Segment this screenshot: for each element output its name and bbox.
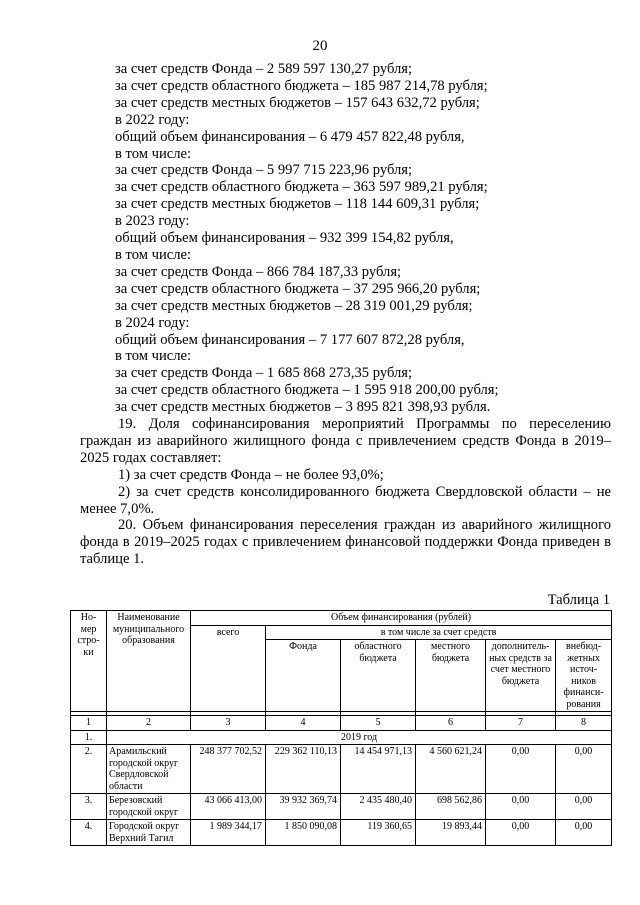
cell-regional: 14 454 971,13 [341, 745, 416, 794]
header-fund: Фонда [266, 640, 341, 712]
text-line: за счет средств областного бюджета – 185 987 214,78 рубля; [115, 77, 488, 94]
text-line: общий объем финансирования – 7 177 607 872,28 рубля, [115, 331, 465, 348]
cell-fund: 1 850 090,08 [266, 820, 341, 846]
text-line: в том числе: [115, 145, 192, 162]
text-line: за счет средств местных бюджетов – 118 144 609,31 рубля; [115, 196, 480, 213]
cell-additional: 0,00 [486, 820, 556, 846]
text-line: за счет средств Фонда – 5 997 715 223,96 рубля; [115, 162, 413, 179]
paragraph-item-2: 2) за счет средств консолидированного бюджета Свердловской области – не менее 7,0%. [80, 483, 611, 517]
column-number: 4 [266, 716, 341, 731]
cell-fund: 39 932 369,74 [266, 794, 341, 820]
table-row [71, 820, 612, 846]
cell-total: 43 066 413,00 [191, 794, 266, 820]
header-regional-budget: областного бюджета [341, 640, 416, 712]
cell-local: 698 562,86 [416, 794, 486, 820]
column-number: 2 [107, 716, 191, 731]
column-number-row [71, 716, 612, 731]
text-line: в том числе: [115, 246, 192, 263]
text-line: за счет средств областного бюджета – 37 295 966,20 рубля; [115, 280, 481, 297]
text-line: общий объем финансирования – 932 399 154,82 рубля, [115, 230, 454, 247]
cell-regional: 119 360,65 [341, 820, 416, 846]
header-extrabudgetary: внебюд-жетных источ-ников финанси-рования [556, 640, 612, 712]
cell-row-number: 3. [71, 794, 107, 820]
header-including: в том числе за счет средств [266, 625, 612, 640]
cell-municipality: Городской округ Верхний Тагил [107, 820, 191, 846]
text-line: за счет средств местных бюджетов – 157 643 632,72 рубля; [115, 94, 480, 111]
cell-extra: 0,00 [556, 820, 612, 846]
column-number: 3 [191, 716, 266, 731]
cell-extra: 0,00 [556, 745, 612, 794]
paragraph-19: 19. Доля софинансирования мероприятий Программы по переселению граждан из аварийного жилищного фонда с привлечением средств Фонда в 2019–2025 годах составляет: [80, 416, 611, 466]
column-number: 6 [416, 716, 486, 731]
header-local-budget: местного бюджета [416, 640, 486, 712]
page-number: 20 [312, 38, 328, 54]
table-header-row [71, 611, 612, 626]
section-number: 1. [71, 730, 107, 745]
table-row [71, 745, 612, 794]
table-caption: Таблица 1 [547, 592, 610, 608]
text-line: в 2023 году: [115, 213, 190, 230]
cell-municipality: Арамильский городской округ Свердловской области [107, 745, 191, 794]
header-additional-funds: дополнитель-ных средств за счет местного бюджета [486, 640, 556, 712]
cell-row-number: 2. [71, 745, 107, 794]
text-line: за счет средств Фонда – 2 589 597 130,27 рубля; [115, 61, 413, 77]
column-number: 7 [486, 716, 556, 731]
cell-local: 4 560 621,24 [416, 745, 486, 794]
cell-row-number: 4. [71, 820, 107, 846]
text-line: за счет средств местных бюджетов – 3 895 821 398,93 рубля. [115, 399, 491, 416]
cell-municipality: Березовский городской округ [107, 794, 191, 820]
text-line: в том числе: [115, 348, 192, 365]
paragraph-item-1: 1) за счет средств Фонда – не более 93,0%; [118, 466, 384, 483]
column-number: 1 [71, 716, 107, 731]
cell-extra: 0,00 [556, 794, 612, 820]
text-line: за счет средств Фонда – 866 784 187,33 рубля; [115, 263, 402, 280]
header-municipality: Наименование муниципального образования [107, 611, 191, 712]
header-row-number: Но-мер стро-ки [71, 611, 107, 712]
text-line: в 2022 году: [115, 111, 190, 128]
paragraph-20: 20. Объем финансирования переселения граждан из аварийного жилищного фонда в 2019–2025 годах с привлечением финансовой поддержки Фонда приведен в таблице 1. [80, 517, 611, 568]
column-number: 8 [556, 716, 612, 731]
table-row [71, 794, 612, 820]
text-line: за счет средств местных бюджетов – 28 319 001,29 рубля; [115, 297, 473, 314]
text-line: за счет средств Фонда – 1 685 868 273,35 рубля; [115, 365, 413, 382]
cell-total: 1 989 344,17 [191, 820, 266, 846]
text-line: за счет средств областного бюджета – 1 595 918 200,00 рубля; [115, 382, 499, 399]
cell-local: 19 893,44 [416, 820, 486, 846]
cell-additional: 0,00 [486, 794, 556, 820]
financing-table [70, 610, 612, 846]
cell-regional: 2 435 480,40 [341, 794, 416, 820]
document-body [80, 61, 611, 568]
header-financing-volume: Объем финансирования (рублей) [191, 611, 612, 626]
cell-total: 248 377 702,52 [191, 745, 266, 794]
column-number: 5 [341, 716, 416, 731]
section-row [71, 730, 612, 745]
text-line: в 2024 году: [115, 314, 190, 331]
section-label: 2019 год [107, 730, 612, 745]
header-total: всего [191, 625, 266, 712]
cell-fund: 229 362 110,13 [266, 745, 341, 794]
cell-additional: 0,00 [486, 745, 556, 794]
text-line: общий объем финансирования – 6 479 457 822,48 рубля, [115, 128, 465, 145]
text-line: за счет средств областного бюджета – 363 597 989,21 рубля; [115, 179, 488, 196]
